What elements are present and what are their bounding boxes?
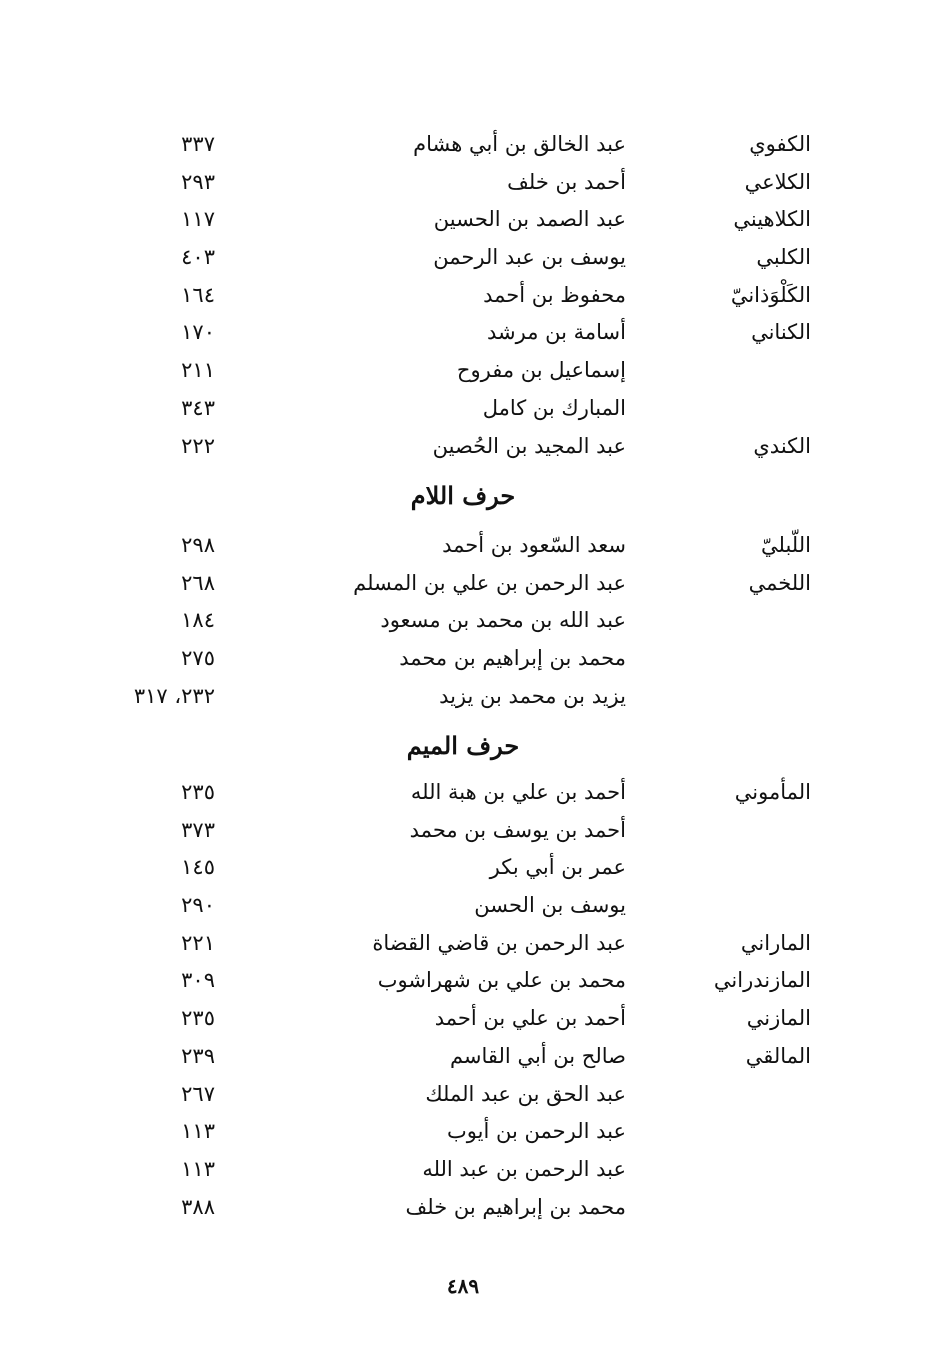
index-entry	[0, 1038, 926, 1076]
section-kaf	[0, 126, 926, 465]
page-reference: ٢٢١	[181, 930, 215, 955]
nisba: الكندي	[753, 433, 811, 458]
page-reference: ١٤٥	[181, 855, 215, 880]
nisba: المازني	[746, 1006, 811, 1031]
page-reference: ٢٣٥	[181, 780, 215, 804]
section-lam	[0, 527, 926, 715]
page-reference: ٣٠٩	[181, 968, 215, 993]
page-reference: ٣٤٣	[181, 395, 215, 420]
index-entry	[0, 1000, 926, 1038]
section-mim	[0, 774, 926, 1226]
nisba: الكناني	[751, 320, 811, 345]
nisba: المالقي	[745, 1043, 811, 1068]
person-name: أحمد بن علي بن أحمد	[434, 1006, 626, 1031]
page-reference: ٢٩٠	[181, 893, 215, 918]
nisba: اللخمي	[748, 570, 811, 595]
person-name: عبد الرحمن بن قاضي القضاة	[372, 930, 626, 955]
page-reference: ١١٣	[181, 1156, 215, 1181]
index-entry	[0, 640, 926, 678]
index-entry	[0, 774, 926, 812]
nisba: المأموني	[734, 780, 811, 804]
index-entry	[0, 277, 926, 315]
person-name: عبد الرحمن بن علي بن المسلم	[353, 570, 626, 595]
person-name: أحمد بن خلف	[507, 169, 626, 194]
page-reference: ٣٨٨	[181, 1194, 215, 1219]
index-entry	[0, 602, 926, 640]
nisba: الكلاعي	[744, 169, 811, 194]
nisba: المازندراني	[713, 968, 811, 993]
index-entry	[0, 678, 926, 716]
nisba: الكلبي	[756, 245, 811, 270]
index-entry	[0, 925, 926, 963]
index-entry	[0, 962, 926, 1000]
person-name: أحمد بن علي بن هبة الله	[410, 780, 626, 804]
nisba: الكفوي	[749, 132, 811, 156]
index-entry	[0, 1113, 926, 1151]
index-entry	[0, 428, 926, 466]
page-reference: ٢١١	[181, 358, 215, 383]
person-name: صالح بن أبي القاسم	[449, 1043, 626, 1068]
section-heading-lam: حرف اللام	[410, 481, 516, 510]
page-number: ٤٨٩	[446, 1274, 480, 1298]
page-reference: ١٦٤	[181, 282, 215, 307]
index-entry	[0, 527, 926, 565]
page-reference: ٢٣٢، ٣١٧	[133, 683, 215, 708]
page-reference: ٢٧٥	[181, 646, 215, 671]
person-name: عبد الرحمن بن أيوب	[447, 1119, 626, 1144]
index-entry	[0, 1189, 926, 1227]
index-entry	[0, 1151, 926, 1189]
page-reference: ٣٧٣	[181, 817, 215, 842]
page-reference: ٢٦٨	[181, 570, 215, 595]
nisba: الماراني	[740, 930, 811, 955]
page-reference: ١٨٤	[181, 608, 215, 633]
person-name: يوسف بن الحسن	[474, 893, 626, 918]
page-reference: ٢٣٩	[181, 1043, 215, 1068]
person-name: المبارك بن كامل	[482, 395, 626, 420]
index-entry	[0, 849, 926, 887]
nisba: الكَلْوَذانيّ	[730, 282, 811, 307]
person-name: محمد بن علي بن شهراشوب	[377, 968, 626, 993]
index-entry	[0, 812, 926, 850]
person-name: محمد بن إبراهيم بن محمد	[399, 646, 626, 671]
person-name: أسامة بن مرشد	[487, 320, 626, 345]
page-reference: ١١٣	[181, 1119, 215, 1144]
index-entry	[0, 887, 926, 925]
person-name: أحمد بن يوسف بن محمد	[409, 817, 626, 842]
page-reference: ٢٩٨	[181, 533, 215, 557]
page-reference: ٢٩٣	[181, 169, 215, 194]
person-name: عبد الله بن محمد بن مسعود	[380, 608, 626, 633]
person-name: عبد المجيد بن الحُصين	[432, 433, 626, 458]
page-reference: ٢٢٢	[181, 433, 215, 458]
person-name: إسماعيل بن مفروح	[456, 358, 626, 383]
person-name: محمد بن إبراهيم بن خلف	[405, 1194, 626, 1219]
page-reference: ٣٣٧	[181, 132, 215, 156]
index-entry	[0, 201, 926, 239]
page-reference: ٢٦٧	[181, 1081, 215, 1106]
index-entry	[0, 126, 926, 164]
person-name: محفوظ بن أحمد	[483, 282, 626, 307]
index-entry	[0, 1076, 926, 1114]
person-name: عبد الرحمن بن عبد الله	[422, 1156, 626, 1181]
page-reference: ١١٧	[181, 207, 215, 232]
page-reference: ٤٠٣	[181, 245, 215, 270]
person-name: عبد الخالق بن أبي هشام	[413, 132, 626, 156]
page-reference: ٢٣٥	[181, 1006, 215, 1031]
index-entry	[0, 164, 926, 202]
person-name: عبد الحق بن عبد الملك	[425, 1081, 626, 1106]
person-name: يوسف بن عبد الرحمن	[433, 245, 626, 270]
nisba: الكلاهيني	[733, 207, 811, 232]
index-entry	[0, 239, 926, 277]
person-name: سعد السّعود بن أحمد	[442, 533, 626, 557]
person-name: عبد الصمد بن الحسين	[433, 207, 626, 232]
nisba: اللّبليّ	[761, 533, 811, 557]
person-name: عمر بن أبي بكر	[489, 855, 626, 880]
index-entry	[0, 390, 926, 428]
section-heading-mim: حرف الميم	[406, 731, 520, 760]
index-entry	[0, 352, 926, 390]
index-entry	[0, 565, 926, 603]
index-entry	[0, 314, 926, 352]
page-reference: ١٧٠	[181, 320, 215, 345]
person-name: يزيد بن محمد بن يزيد	[439, 683, 626, 708]
